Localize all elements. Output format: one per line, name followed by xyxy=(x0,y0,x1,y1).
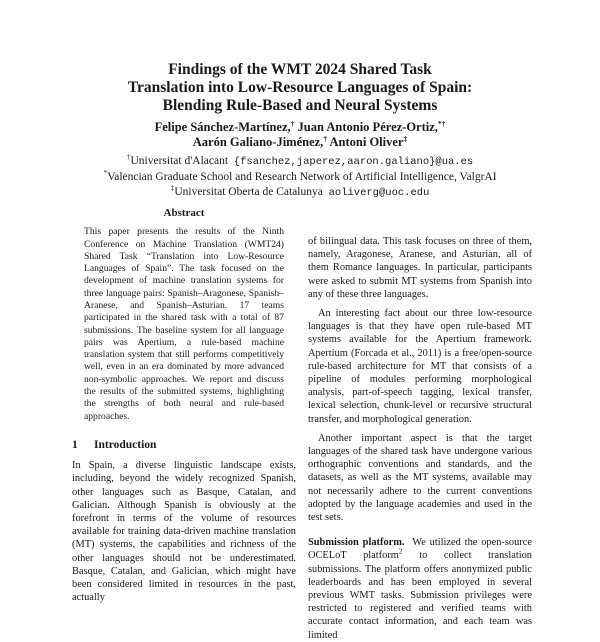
author-mark: *† xyxy=(437,118,446,128)
title-line-3: Blending Rule-Based and Neural Systems xyxy=(162,97,438,114)
section-number: 1 xyxy=(72,438,78,451)
submission-platform-paragraph xyxy=(308,536,532,642)
author-mark: † xyxy=(323,133,328,143)
author-name: Felipe Sánchez-Martínez, xyxy=(154,120,291,134)
abstract-text: This paper presents the results of the Ninth Conference on Machine Translation (WMT24) Shared Task “Translation into Low-Resource Languages of Spain”. The task focused on the development of machine translation systems for three language pairs: Spanish–Aragonese, Spanish–Aranese, and Spanish–Asturian. 17 teams participated in the shared task with a total of 87 submissions. The baseline system for all language pairs was Apertium, a rule-based machine translation system that still performs competitively well, even in an era dominated by more advanced non-symbolic approaches. We report and discuss the results of the submitted systems, highlighting the strengths of both neural and rule-based approaches. xyxy=(84,226,284,422)
intro-paragraph-2: An interesting fact about our three low-resource languages is that they have open rule-based MT systems available for the Apertium framework. Apertium (Forcada et al., 2011) is a free/open-source rule-based architecture for MT that consists of a pipeline of modules performing morphological analysis, part-of-speech tagging, lexical transfer, lexical selection, chunk-level or recursive structural transfer, and morphological generation. xyxy=(308,308,532,425)
affiliation-email: {fsanchez,japerez,aaron.galiano}@ua.es xyxy=(233,156,474,168)
author-mark: † xyxy=(290,118,295,128)
runin-heading: Submission platform. xyxy=(308,537,405,549)
author-mark: ‡ xyxy=(403,133,408,143)
author-name: Juan Antonio Pérez-Ortiz, xyxy=(297,120,438,134)
affiliations xyxy=(0,154,600,201)
right-column xyxy=(308,235,532,642)
affiliation-name: Universitat d'Alacant xyxy=(130,155,229,167)
title-line-1: Findings of the WMT 2024 Shared Task xyxy=(168,61,432,78)
affiliation-name: Valencian Graduate School and Research Network of Artificial Intelligence, ValgrAI xyxy=(107,171,497,183)
submission-text-1: We utilized the open-source OCELoT platform xyxy=(308,537,532,562)
intro-paragraph-3: Another important aspect is that the target languages of the shared task have undergone various orthographic conventions and standards, and the datasets, as well as the MT systems, available may not necessarily adhere to the current conventions adopted by the language academies and used in the test sets. xyxy=(308,432,532,524)
author-list xyxy=(0,120,600,150)
affiliation-name: Universitat Oberta de Catalunya xyxy=(174,186,323,198)
paper-title xyxy=(0,61,600,115)
affiliation-mark: * xyxy=(103,168,108,178)
author-name: Antoni Oliver xyxy=(329,135,404,149)
affiliation-mark: † xyxy=(126,152,131,162)
submission-text-2: to collect translation submissions. The platform offers anonymized public leaderboards and has been employed in several previous WMT tasks. Submission privileges were restricted to registered and verified teams with accurate contact information, and each team was limited xyxy=(308,550,533,641)
affiliation-email: aoliverg@uoc.edu xyxy=(328,187,430,199)
author-line-2 xyxy=(0,135,600,150)
affiliation-mark: ‡ xyxy=(170,183,175,193)
footnote-marker: 2 xyxy=(398,547,403,556)
author-name: Aarón Galiano-Jiménez, xyxy=(192,135,324,149)
section-heading-introduction xyxy=(72,439,296,452)
affiliation-2 xyxy=(0,170,600,185)
left-column xyxy=(72,207,296,604)
section-title: Introduction xyxy=(94,438,157,451)
abstract-heading: Abstract xyxy=(163,207,205,219)
intro-paragraph-1: In Spain, a diverse linguistic landscape exists, including, beyond the widely recognized Spanish, other languages such as Basque, Catalan, and Galician. Although Spanish is obviously at the forefront in terms of the volume of resources available for training data-driven machine translation (MT) systems, the capabilities and richness of the other languages should not be underestimated. Basque, Catalan, and Galician, which might have been considered limited in resources in the past, actually xyxy=(72,460,296,604)
affiliation-3 xyxy=(0,185,600,201)
intro-paragraph-continued: of bilingual data. This task focuses on three of them, namely, Aragonese, Aranese, and Asturian, all of them Romance languages. In particular, participants were asked to submit MT systems from Spanish into any of these three languages. xyxy=(308,236,532,300)
title-line-2: Translation into Low-Resource Languages of Spain: xyxy=(127,79,473,96)
affiliation-1 xyxy=(0,154,600,170)
author-line-1 xyxy=(0,120,600,135)
